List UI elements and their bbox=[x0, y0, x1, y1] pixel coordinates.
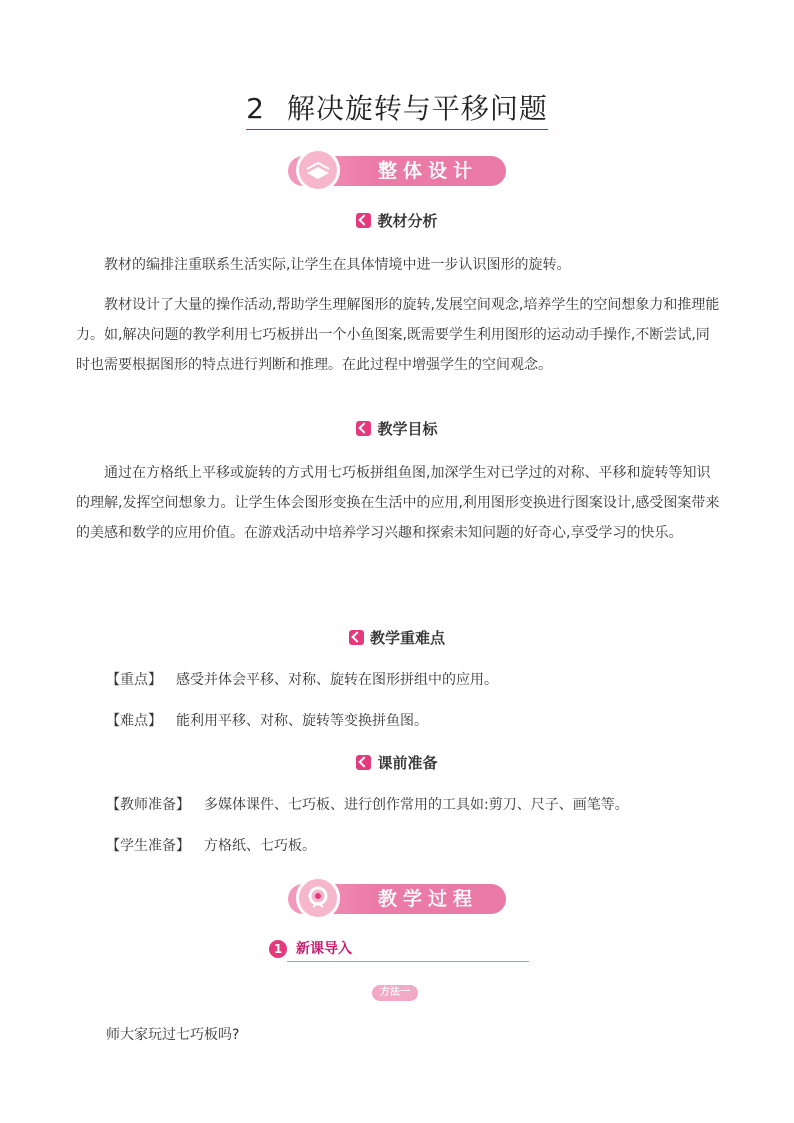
step-underline bbox=[287, 961, 529, 962]
section-heading-text: 教学目标 bbox=[377, 420, 438, 438]
teacher-prep-line bbox=[106, 795, 629, 815]
analysis-paragraph-2: 教材设计了大量的操作活动,帮助学生理解图形的旋转,发展空间观念,培养学生的空间想象力和推理能力。如,解决问题的教学利用七巧板拼出一个小鱼图案,既需要学生利用图形的运动动手操作,不断尝试,同时也需要根据图形的特点进行判断和推理。在此过程中增强学生的空间观念。 bbox=[76, 297, 720, 373]
section-heading-goals bbox=[0, 418, 794, 439]
step-title: 新课导入 bbox=[296, 941, 352, 957]
difficult-point-line bbox=[106, 711, 428, 731]
section-heading-text: 课前准备 bbox=[377, 754, 438, 772]
goals-paragraph: 通过在方格纸上平移或旋转的方式用七巧板拼组鱼图,加深学生对已学过的对称、平移和旋转等知识的理解,发挥空间想象力。让学生体会图形变换在生活中的应用,利用图形变换进行图案设计,感受图案带来的美感和数学的应用价值。在游戏活动中培养学习兴趣和探索未知问题的好奇心,享受学习的快乐。 bbox=[76, 465, 720, 541]
banner-title: 整体设计 bbox=[377, 160, 478, 182]
teacher-prep-label: 【教师准备】 bbox=[106, 797, 190, 813]
section-heading-key-points bbox=[0, 627, 794, 648]
banner-teaching-process bbox=[288, 884, 506, 914]
section-heading-text: 教学重难点 bbox=[369, 629, 445, 647]
banner-overall-design bbox=[288, 156, 506, 186]
teacher-prep-text: 多媒体课件、七巧板、进行创作常用的工具如:剪刀、尺子、画笔等。 bbox=[204, 797, 629, 813]
dialogue-line: 师大家玩过七巧板吗? bbox=[106, 1027, 240, 1043]
key-point-label: 【重点】 bbox=[106, 672, 162, 688]
difficult-point-label: 【难点】 bbox=[106, 713, 162, 729]
arrow-flag-icon bbox=[349, 630, 364, 645]
key-point-line bbox=[106, 670, 498, 690]
book-icon bbox=[296, 148, 340, 192]
key-point-text: 感受并体会平移、对称、旋转在图形拼组中的应用。 bbox=[176, 672, 498, 688]
student-prep-line bbox=[106, 836, 316, 856]
arrow-flag-icon bbox=[356, 421, 371, 436]
student-prep-label: 【学生准备】 bbox=[106, 838, 190, 854]
arrow-flag-icon bbox=[356, 755, 371, 770]
step-number-badge: 1 bbox=[269, 940, 287, 958]
banner-title: 教学过程 bbox=[377, 888, 478, 910]
page-title-block bbox=[0, 92, 794, 130]
lesson-title: 解决旋转与平移问题 bbox=[286, 92, 548, 125]
page-title bbox=[246, 92, 548, 130]
lesson-number: 2 bbox=[246, 92, 265, 125]
section-heading-text: 教材分析 bbox=[377, 212, 438, 230]
student-prep-text: 方格纸、七巧板。 bbox=[204, 838, 316, 854]
lightbulb-icon bbox=[296, 876, 340, 920]
difficult-point-text: 能利用平移、对称、旋转等变换拼鱼图。 bbox=[176, 713, 428, 729]
arrow-flag-icon bbox=[356, 213, 371, 228]
section-heading-analysis bbox=[0, 210, 794, 231]
analysis-paragraph-1: 教材的编排注重联系生活实际,让学生在具体情境中进一步认识图形的旋转。 bbox=[104, 257, 571, 273]
method-badge: 方法一 bbox=[372, 985, 418, 1001]
section-heading-prep bbox=[0, 752, 794, 773]
